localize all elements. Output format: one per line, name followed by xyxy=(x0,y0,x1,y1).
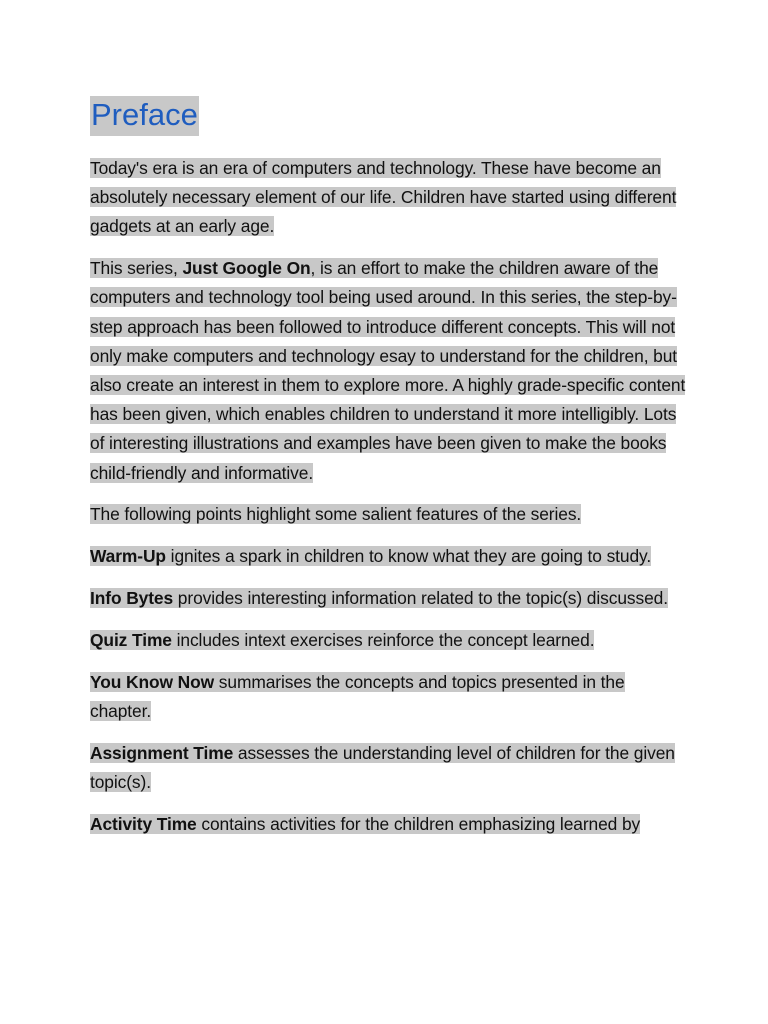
document-page xyxy=(90,92,690,851)
feature-you-know-now: You Know Now summarises the concepts and topics presented in the chapter. xyxy=(90,671,625,721)
feature-activity-time: Activity Time contains activities for the children emphasizing learned by xyxy=(90,813,641,834)
series-name: Just Google On xyxy=(182,258,311,279)
features-intro-paragraph: The following points highlight some salient features of the series. xyxy=(90,504,582,525)
intro-paragraph: Today's era is an era of computers and technology. These have become an absolutely necessary element of our life. Children have started using different gadgets at an early age. xyxy=(90,158,677,237)
feature-warm-up: Warm-Up ignites a spark in children to know what they are going to study. xyxy=(90,546,652,567)
feature-info-bytes: Info Bytes provides interesting information related to the topic(s) discussed. xyxy=(90,588,668,609)
feature-assignment-time: Assignment Time assesses the understanding level of children for the given topic(s). xyxy=(90,742,675,792)
series-paragraph: This series, Just Google On, is an effort to make the children aware of the computers and technology tool being used around. In this series, the step-by-step approach has been followed to introduce different concepts. This will not only make computers and technology esay to understand for the children, but also create an interest in them to explore more. A highly grade-specific content has been given, which enables children to understand it more intelligibly. Lots of interesting illustrations and examples have been given to make the books child-friendly and informative. xyxy=(90,258,686,483)
feature-quiz-time: Quiz Time includes intext exercises reinforce the concept learned. xyxy=(90,629,595,650)
page-title: Preface xyxy=(90,92,690,138)
